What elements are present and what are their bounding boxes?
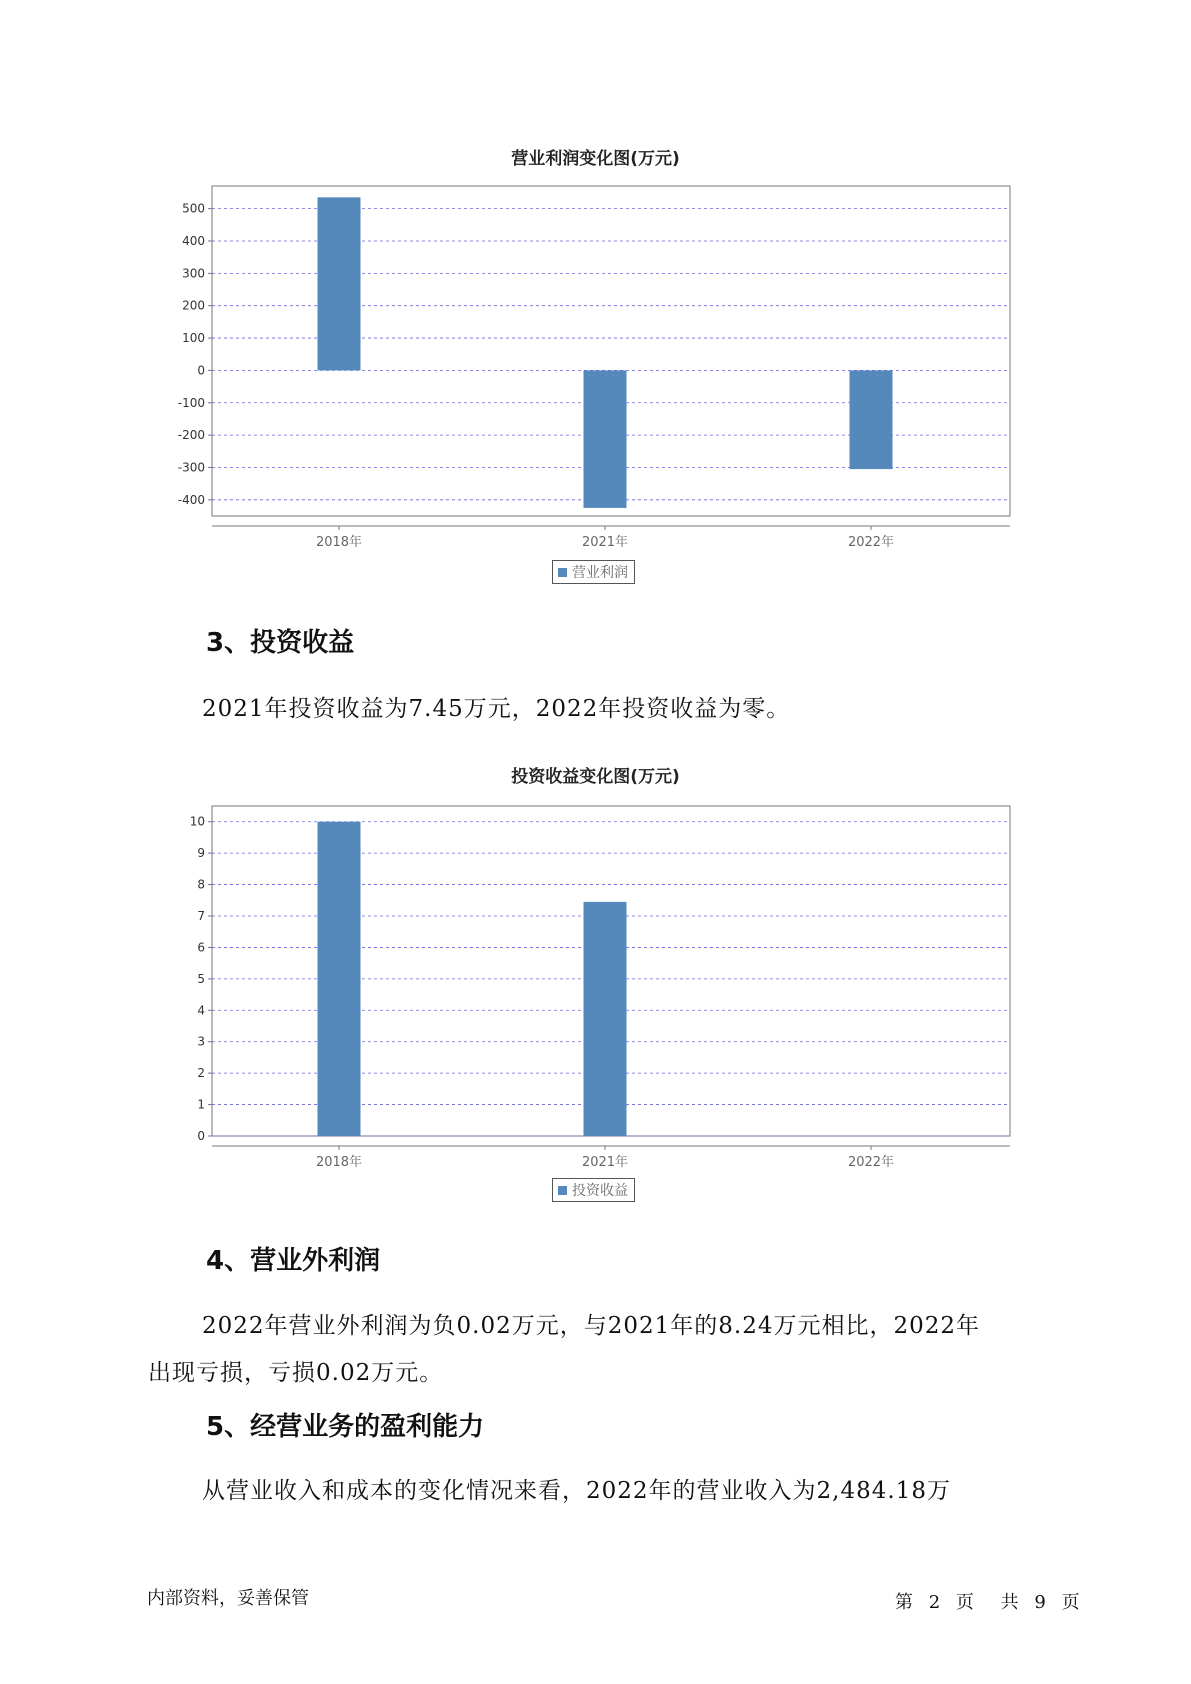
investment-income-chart — [0, 780, 1191, 1170]
section5-heading: 5、经营业务的盈利能力 — [206, 1412, 485, 1442]
y-tick-label: 9 — [197, 846, 205, 861]
y-tick-label: 5 — [197, 971, 205, 986]
footer-confidential-note: 内部资料，妥善保管 — [147, 1588, 309, 1609]
y-tick-label: 100 — [182, 331, 205, 346]
x-tick-label: 2018年 — [315, 535, 363, 550]
chart2-title: 投资收益变化图(万元) — [511, 767, 680, 787]
bar — [318, 822, 361, 1136]
chart1-legend — [552, 560, 635, 584]
y-tick-label: 7 — [197, 909, 205, 923]
section4-text-line2: 出现亏损，亏损0.02万元。 — [148, 1360, 444, 1386]
bar — [584, 370, 627, 508]
y-tick-label: 10 — [189, 814, 205, 829]
y-tick-label: 2 — [197, 1066, 205, 1081]
chart2-legend — [552, 1178, 635, 1202]
bar — [584, 902, 627, 1136]
x-tick-label: 2022年 — [847, 1155, 895, 1170]
y-tick-label: 300 — [182, 266, 205, 281]
y-tick-label: 1 — [197, 1097, 205, 1112]
legend-swatch — [558, 568, 567, 577]
section4-heading: 4、营业外利润 — [206, 1246, 381, 1276]
page-prefix: 第 — [895, 1592, 913, 1613]
y-tick-label: 500 — [182, 201, 205, 216]
y-tick-label: -100 — [177, 395, 205, 410]
legend-swatch — [558, 1186, 567, 1195]
bar — [318, 197, 361, 370]
y-tick-label: 8 — [197, 877, 205, 892]
y-tick-label: 0 — [197, 363, 205, 378]
y-tick-label: 3 — [197, 1034, 205, 1049]
y-tick-label: -300 — [177, 460, 205, 475]
chart1-legend-label: 营业利润 — [572, 565, 628, 581]
section4-text-line1: 2022年营业外利润为负0.02万元，与2021年的8.24万元相比，2022年 — [202, 1313, 981, 1339]
page-mid: 页 — [955, 1592, 974, 1613]
section3-text: 2021年投资收益为7.45万元，2022年投资收益为零。 — [202, 696, 791, 722]
x-tick-label: 2022年 — [847, 535, 895, 550]
bar — [850, 370, 893, 469]
x-tick-label: 2018年 — [315, 1155, 363, 1170]
y-tick-label: 6 — [197, 940, 205, 955]
y-tick-label: 4 — [197, 1003, 205, 1018]
footer-page-number — [892, 1588, 1083, 1614]
y-tick-label: 0 — [197, 1129, 205, 1143]
y-tick-label: 200 — [182, 298, 205, 313]
y-tick-label: -200 — [177, 428, 205, 443]
section5-text: 从营业收入和成本的变化情况来看，2022年的营业收入为2,484.18万 — [202, 1478, 951, 1504]
section3-heading: 3、投资收益 — [206, 628, 355, 658]
page-num: 2 — [928, 1592, 941, 1613]
chart2-legend-label: 投资收益 — [572, 1183, 628, 1199]
total-suffix: 页 — [1061, 1592, 1080, 1613]
total-prefix: 共 — [1000, 1592, 1019, 1613]
y-tick-label: 400 — [182, 234, 205, 248]
x-tick-label: 2021年 — [581, 535, 629, 550]
total-num: 9 — [1034, 1592, 1046, 1613]
x-tick-label: 2021年 — [581, 1155, 629, 1170]
chart1-title: 营业利润变化图(万元) — [511, 149, 680, 169]
operating-profit-chart — [0, 160, 1191, 550]
y-tick-label: -400 — [177, 492, 205, 507]
